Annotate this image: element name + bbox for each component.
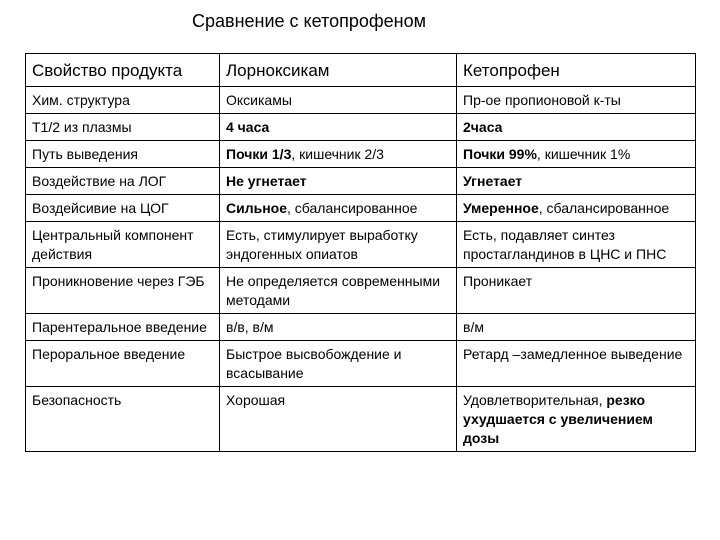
cell-lornoxicam <box>220 195 457 222</box>
table-row-excretion-route <box>26 141 696 168</box>
cell-ketoprofen <box>457 341 696 387</box>
cell-property: Пероральное введение <box>26 341 220 387</box>
cell-text: Оксикамы <box>226 92 292 108</box>
cell-lornoxicam <box>220 314 457 341</box>
cell-ketoprofen <box>457 87 696 114</box>
cell-property: Воздействие на ЛОГ <box>26 168 220 195</box>
cell-property: Парентеральное введение <box>26 314 220 341</box>
cell-emphasis: 2часа <box>463 119 503 135</box>
cell-lornoxicam <box>220 168 457 195</box>
cell-text: в/м <box>463 319 484 335</box>
cell-ketoprofen <box>457 168 696 195</box>
header-ketoprofen: Кетопрофен <box>457 54 696 87</box>
cell-ketoprofen <box>457 268 696 314</box>
cell-property: Безопасность <box>26 387 220 452</box>
header-property: Свойство продукта <box>26 54 220 87</box>
table-row-central-component <box>26 222 696 268</box>
cell-lornoxicam <box>220 87 457 114</box>
cell-property: Т1/2 из плазмы <box>26 114 220 141</box>
cell-lornoxicam <box>220 141 457 168</box>
cell-text: Удовлетворительная, <box>463 392 607 408</box>
table-row-oral <box>26 341 696 387</box>
cell-emphasis: Сильное <box>226 200 288 216</box>
cell-ketoprofen <box>457 195 696 222</box>
header-lornoxicam: Лорноксикам <box>220 54 457 87</box>
cell-property: Путь выведения <box>26 141 220 168</box>
cell-property: Проникновение через ГЭБ <box>26 268 220 314</box>
table-row-lox-effect <box>26 168 696 195</box>
cell-lornoxicam <box>220 222 457 268</box>
cell-text: Есть, стимулирует выработку эндогенных опиатов <box>226 227 418 262</box>
cell-emphasis: Почки 99% <box>463 146 537 162</box>
cell-lornoxicam <box>220 341 457 387</box>
cell-lornoxicam <box>220 268 457 314</box>
table-header-row <box>26 54 696 87</box>
cell-ketoprofen <box>457 314 696 341</box>
comparison-table <box>25 53 696 452</box>
cell-property: Хим. структура <box>26 87 220 114</box>
cell-text: Не определяется современными методами <box>226 273 441 308</box>
cell-emphasis: 4 часа <box>226 119 270 135</box>
cell-text: Пр-ое пропионовой к-ты <box>463 92 621 108</box>
cell-text: Есть, подавляет синтез простагландинов в ЦНС и ПНС <box>463 227 667 262</box>
cell-property: Воздейсивие на ЦОГ <box>26 195 220 222</box>
cell-emphasis: резко ухудшается с увеличением дозы <box>463 392 653 446</box>
cell-emphasis: Почки 1/3 <box>226 146 292 162</box>
cell-text: Проникает <box>463 273 533 289</box>
cell-text: , кишечник 1% <box>536 146 631 162</box>
cell-text: Ретард –замедленное выведение <box>463 346 683 362</box>
cell-emphasis: Угнетает <box>463 173 523 189</box>
cell-text: , сбалансированное <box>287 200 418 216</box>
cell-text: , кишечник 2/3 <box>291 146 384 162</box>
cell-lornoxicam <box>220 387 457 452</box>
cell-property: Центральный компонент действия <box>26 222 220 268</box>
table-row-half-life <box>26 114 696 141</box>
cell-emphasis: Умеренное <box>463 200 539 216</box>
slide-title: Сравнение с кетопрофеном <box>192 11 426 31</box>
cell-text: , сбалансированное <box>538 200 670 216</box>
cell-text: Хорошая <box>226 392 286 408</box>
table-row-chem-structure <box>26 87 696 114</box>
cell-ketoprofen <box>457 387 696 452</box>
table-row-cox-effect <box>26 195 696 222</box>
table-row-bbb-penetration <box>26 268 696 314</box>
cell-ketoprofen <box>457 141 696 168</box>
table-row-parenteral <box>26 314 696 341</box>
cell-lornoxicam <box>220 114 457 141</box>
cell-text: в/в, в/м <box>226 319 274 335</box>
cell-ketoprofen <box>457 222 696 268</box>
cell-text: Быстрое высвобождение и всасывание <box>226 346 402 381</box>
table-row-safety <box>26 387 696 452</box>
cell-ketoprofen <box>457 114 696 141</box>
cell-emphasis: Не угнетает <box>226 173 307 189</box>
